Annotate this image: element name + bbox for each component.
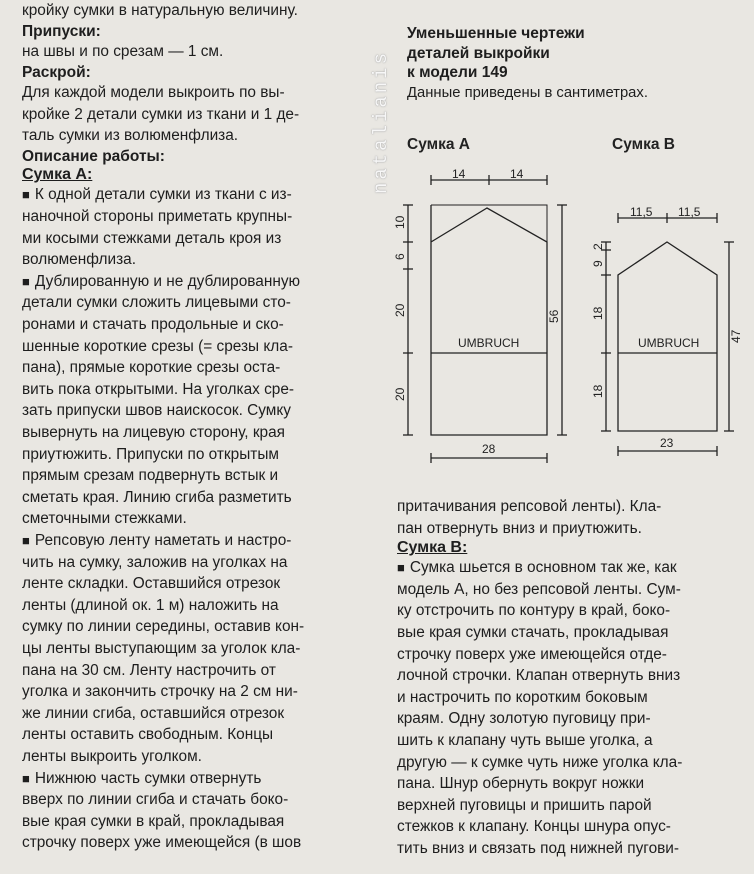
left-line-25: ■ Репсовую ленту наметать и настро-	[22, 530, 357, 552]
left-line-5: кройке 2 детали сумки из ткани и 1 де-	[22, 105, 300, 123]
left-column	[22, 0, 357, 854]
diagram-header	[407, 0, 737, 104]
right-bottom-line-10: краям. Одну золотую пуговицу при-	[397, 710, 651, 728]
bag-a-dim-10: 10	[393, 215, 407, 229]
diagram-title-line-2: деталей выкройки	[407, 44, 550, 62]
left-line-28: ленты (длиной ок. 1 м) наложить на	[22, 596, 279, 614]
left-line-12: волюменфлиза.	[22, 251, 137, 269]
bag-a-label: Сумка А	[407, 136, 470, 153]
left-line-32: уголка и закончить строчку на 2 см ни-	[22, 683, 298, 701]
right-bottom-line-8: лочной строчки. Клапан отвернуть вниз	[397, 667, 681, 685]
right-bottom-line-0: притачивания репсовой ленты). Кла-	[397, 498, 662, 515]
bag-b-dim-top-left: 11,5	[630, 205, 653, 219]
left-line-29: сумку по линии середины, оставив кон-	[22, 618, 305, 636]
right-bottom-line-5: ку отстрочить по контуру в край, боко-	[397, 602, 671, 620]
diagram-title-line-3: к модели 149	[407, 64, 508, 81]
right-bottom-line-15: стежков к клапану. Концы шнура опус-	[397, 818, 671, 836]
left-line-35: ленты выкроить уголком.	[22, 747, 202, 765]
bag-b-dim-width: 23	[660, 436, 674, 450]
left-line-30: цы ленты выступающим за уголок кла-	[22, 639, 301, 657]
left-line-38: вые края сумки в край, прокладывая	[22, 812, 285, 830]
bag-a-dim-20-lower: 20	[393, 387, 407, 401]
left-line-15: ронами и стачать продольные и ско-	[22, 316, 284, 334]
left-line-2: на швы и по срезам — 1 см.	[22, 43, 224, 61]
bag-a-dim-top-left: 14	[452, 167, 466, 181]
left-line-21: приутюжить. Припуски по открытым	[22, 445, 279, 463]
left-line-34: ленты оставить свободным. Концы	[22, 726, 274, 744]
left-line-39: строчку поверх уже имеющейся (в шов	[22, 834, 302, 852]
bag-a-dim-width: 28	[482, 442, 496, 456]
bag-a-dim-6: 6	[393, 253, 407, 260]
left-line-11: ми косыми стежками деталь кроя из	[22, 229, 282, 247]
bag-a-outline	[431, 183, 547, 208]
right-bottom-line-2: Сумка В:	[397, 539, 468, 557]
left-line-9: ■ К одной детали сумки из ткани с из-	[22, 184, 357, 206]
bag-b-dim-2: 2	[591, 243, 605, 250]
right-bottom-line-13: пана. Шнур обернуть вокруг ножки	[397, 775, 645, 793]
bag-a-top-box	[431, 205, 547, 242]
bag-a-shape	[431, 205, 547, 435]
right-bottom-line-1: пан отвернуть вниз и приутюжить.	[397, 519, 642, 537]
bag-b-fold-label: UMBRUCH	[638, 336, 700, 350]
pattern-diagram	[380, 125, 750, 465]
diagram-title-line-1: Уменьшенные чертежи	[407, 25, 585, 42]
right-bottom-line-9: и настрочить по коротким боковым	[397, 688, 648, 706]
right-bottom-line-14: верхней пуговицы и пришить парой	[397, 796, 652, 814]
left-line-26: чить на сумку, заложив на уголках на	[22, 553, 288, 571]
right-bottom-line-12: другую — к сумке чуть ниже уголка кла-	[397, 753, 683, 771]
diagram-subtitle: Данные приведены в сантиметрах.	[407, 84, 648, 101]
left-line-33: же линии сгиба, оставшийся отрезок	[22, 704, 285, 722]
bag-b-dim-top-right: 11,5	[678, 205, 701, 219]
left-line-8: Сумка А:	[22, 166, 93, 184]
left-line-36: ■ Нижнюю часть сумки отвернуть	[22, 768, 357, 790]
bag-b-dim-height: 47	[729, 329, 743, 343]
bag-b-dim-18-upper: 18	[591, 306, 605, 320]
left-line-0: кройку сумки в натуральную величину.	[22, 2, 298, 19]
right-bottom-line-16: тить вниз и связать под нижней пугови-	[397, 839, 680, 857]
left-line-1: Припуски:	[22, 22, 101, 40]
left-line-17: пана), прямые короткие срезы оста-	[22, 359, 281, 377]
bag-a-dim-top-right: 14	[510, 167, 524, 181]
left-line-3: Раскрой:	[22, 63, 91, 81]
right-column-text	[397, 496, 737, 860]
right-bottom-line-3: ■ Сумка шьется в основном так же, как	[397, 557, 737, 579]
left-line-10: наночной стороны приметать крупны-	[22, 208, 293, 226]
left-line-4: Для каждой модели выкроить по вы-	[22, 84, 285, 102]
left-line-37: вверх по линии сгиба и стачать боко-	[22, 791, 289, 809]
left-line-24: сметочными стежками.	[22, 510, 187, 528]
right-bottom-line-11: шить к клапану чуть выше уголка, а	[397, 731, 653, 749]
watermark: natalianis	[370, 50, 392, 195]
left-line-19: зать припуски швов наискосок. Сумку	[22, 402, 291, 420]
left-line-18: вить пока открытыми. На уголках сре-	[22, 380, 295, 398]
right-bottom-line-4: модель А, но без репсовой ленты. Сум-	[397, 580, 681, 598]
left-line-16: шенные короткие срезы (= срезы кла-	[22, 337, 293, 355]
bag-a-dim-20-upper: 20	[393, 303, 407, 317]
left-line-14: детали сумки сложить лицевыми сто-	[22, 294, 291, 312]
bag-b-dim-9: 9	[591, 260, 605, 267]
bag-b-label: Сумка В	[612, 136, 675, 153]
left-line-13: ■ Дублированную и не дублированную	[22, 271, 357, 293]
left-line-7: Описание работы:	[22, 147, 165, 165]
left-line-31: пана на 30 см. Ленту настрочить от	[22, 661, 276, 679]
right-bottom-line-7: строчку поверх уже имеющейся отде-	[397, 645, 667, 663]
left-line-22: прямым срезам подвернуть встык и	[22, 467, 279, 485]
bag-a-outline	[431, 207, 547, 435]
bag-b-dim-18-lower: 18	[591, 384, 605, 398]
left-line-23: сметать края. Линию сгиба разметить	[22, 488, 292, 506]
left-line-20: вывернуть на лицевую сторону, края	[22, 424, 286, 441]
bag-a-fold-label: UMBRUCH	[458, 336, 520, 350]
left-line-27: ленте складки. Оставшийся отрезок	[22, 575, 281, 593]
left-line-6: таль сумки из волюменфлиза.	[22, 127, 239, 145]
bag-a-dim-height: 56	[547, 309, 561, 323]
right-bottom-line-6: вые края сумки стачать, прокладывая	[397, 623, 669, 641]
